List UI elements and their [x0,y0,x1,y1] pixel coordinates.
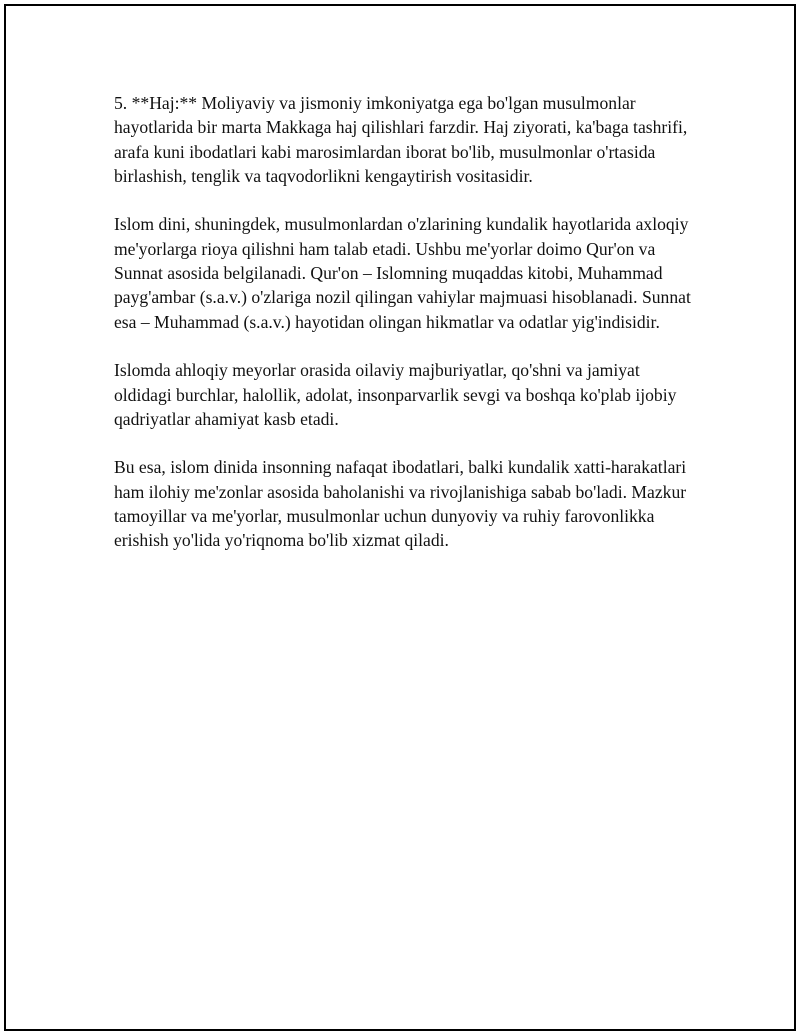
paragraph-ethical-norms: Islom dini, shuningdek, musulmonlardan o'zlarining kundalik hayotlarida axloqiy me'yorlarga rioya qilishni ham talab etadi. Ushbu me'yorlar doimo Qur'on va Sunnat asosida belgilanadi. Qur'on – Islomning muqaddas kitobi, Muhammad payg'ambar (s.a.v.) o'zlariga nozil qilingan vahiylar majmuasi hisoblanadi. Sunnat esa – Muhammad (s.a.v.) hayotidan olingan hikmatlar va odatlar yig'indisidir. [114,214,691,332]
document-body [114,91,694,577]
paragraph-moral-values: Islomda ahloqiy meyorlar orasida oilaviy majburiyatlar, qo'shni va jamiyat oldidagi burchlar, halollik, adolat, insonparvarlik sevgi va boshqa ko'plab ijobiy qadriyatlar ahamiyat kasb etadi. [114,360,677,429]
paragraph-conclusion: Bu esa, islom dinida insonning nafaqat ibodatlari, balki kundalik xatti-harakatlari ham ilohiy me'zonlar asosida baholanishi va rivojlanishiga sabab bo'ladi. Mazkur tamoyillar va me'yorlar, musulmonlar uchun dunyoviy va ruhiy farovonlikka erishish yo'lida yo'riqnoma bo'lib xizmat qiladi. [114,457,687,551]
paragraph-hajj: 5. **Haj:** Moliyaviy va jismoniy imkoniyatga ega bo'lgan musulmonlar hayotlarida bir marta Makkaga haj qilishlari farzdir. Haj ziyorati, ka'baga tashrifi, arafa kuni ibodatlari kabi marosimlardan iborat bo'lib, musulmonlar o'rtasida birlashish, tenglik va taqvodorlikni kengaytirish vositasidir. [114,93,688,186]
